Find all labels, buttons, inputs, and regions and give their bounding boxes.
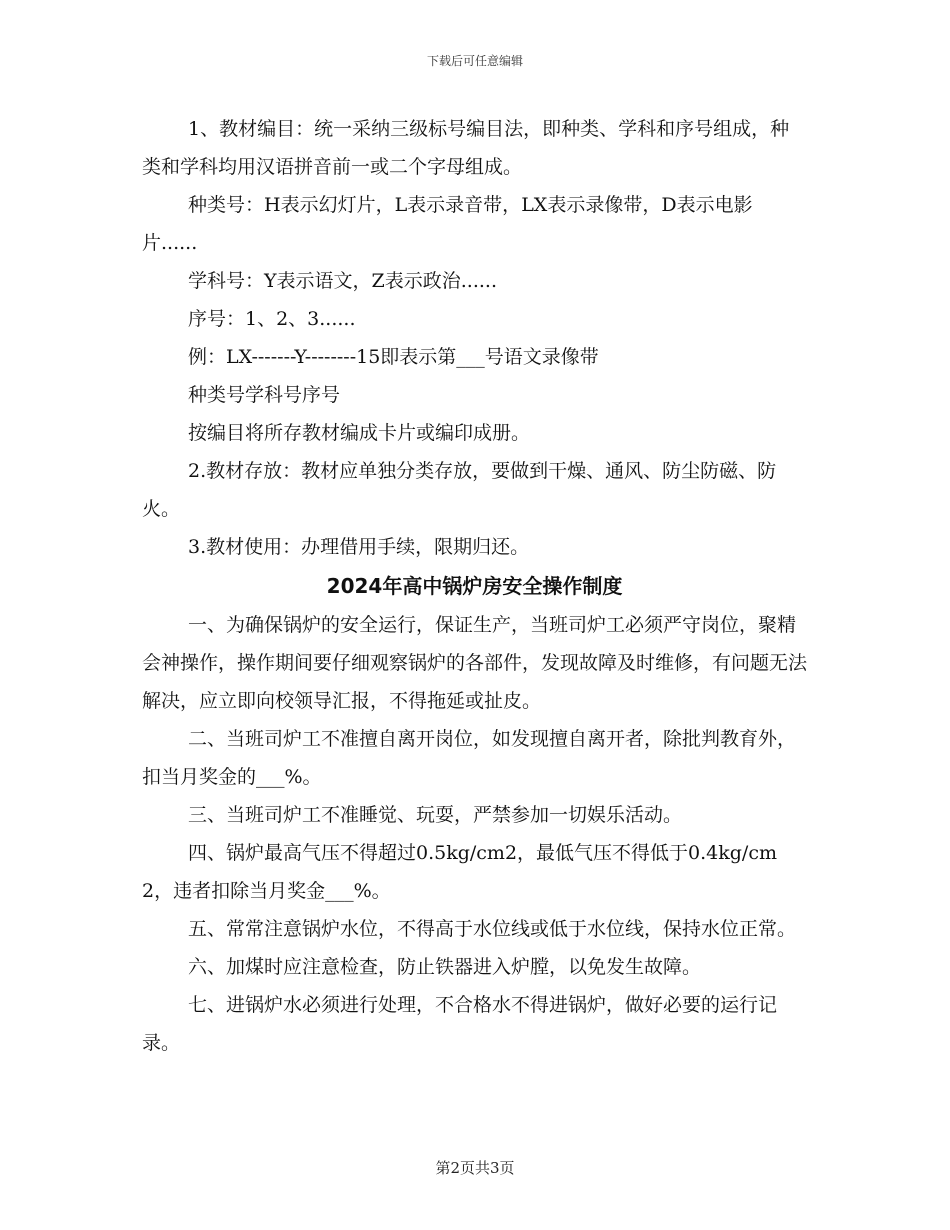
rule-1: 一、为确保锅炉的安全运行，保证生产，当班司炉工必须严守岗位，聚精会神操作，操作期间要仔细观察锅炉的各部件，发现故障及时维修，有问题无法解决，应立即向校领导汇报，不得拖延或扯皮。 bbox=[142, 614, 808, 712]
rule-5: 五、常常注意锅炉水位，不得高于水位线或低于水位线，保持水位正常。 bbox=[188, 918, 797, 940]
paragraph-serial-number: 序号：1、2、3...... bbox=[188, 308, 356, 330]
rule-2: 二、当班司炉工不准擅自离开岗位，如发现擅自离开者，除批判教育外，扣当月奖金的___%。 bbox=[142, 728, 797, 788]
rule-4: 四、锅炉最高气压不得超过0.5kg/cm2，最低气压不得低于0.4kg/cm2，违者扣除当月奖金___%。 bbox=[142, 842, 777, 902]
page-header-note: 下载后可任意编辑 bbox=[426, 54, 523, 68]
paragraph-usage: 3.教材使用：办理借用手续，限期归还。 bbox=[188, 536, 530, 558]
rule-7: 七、进锅炉水必须进行处理，不合格水不得进锅炉，做好必要的运行记录。 bbox=[142, 994, 778, 1054]
paragraph-example-legend: 种类号学科号序号 bbox=[188, 384, 341, 406]
paragraph-cataloging: 1、教材编目：统一采纳三级标号编目法，即种类、学科和序号组成，种类和学科均用汉语拼音前一或二个字母组成。 bbox=[142, 118, 790, 178]
rule-6: 六、加煤时应注意检查，防止铁器进入炉膛，以免发生故障。 bbox=[188, 956, 702, 978]
paragraph-subject-code: 学科号：Y表示语文，Z表示政治...... bbox=[188, 270, 497, 292]
paragraph-storage: 2.教材存放：教材应单独分类存放，要做到干燥、通风、防尘防磁、防火。 bbox=[142, 460, 777, 520]
paragraph-example: 例：LX-------Y--------15即表示第___号语文录像带 bbox=[188, 346, 599, 368]
paragraph-category-code: 种类号：H表示幻灯片，L表示录音带，LX表示录像带，D表示电影片...... bbox=[142, 194, 753, 254]
document-body bbox=[142, 110, 807, 1062]
paragraph-card-catalog: 按编目将所存教材编成卡片或编印成册。 bbox=[188, 422, 531, 444]
page-number: 第2页共3页 bbox=[435, 1159, 515, 1177]
rule-3: 三、当班司炉工不准睡觉、玩耍，严禁参加一切娱乐活动。 bbox=[188, 804, 683, 826]
section-title: 2024年高中锅炉房安全操作制度 bbox=[326, 574, 623, 598]
